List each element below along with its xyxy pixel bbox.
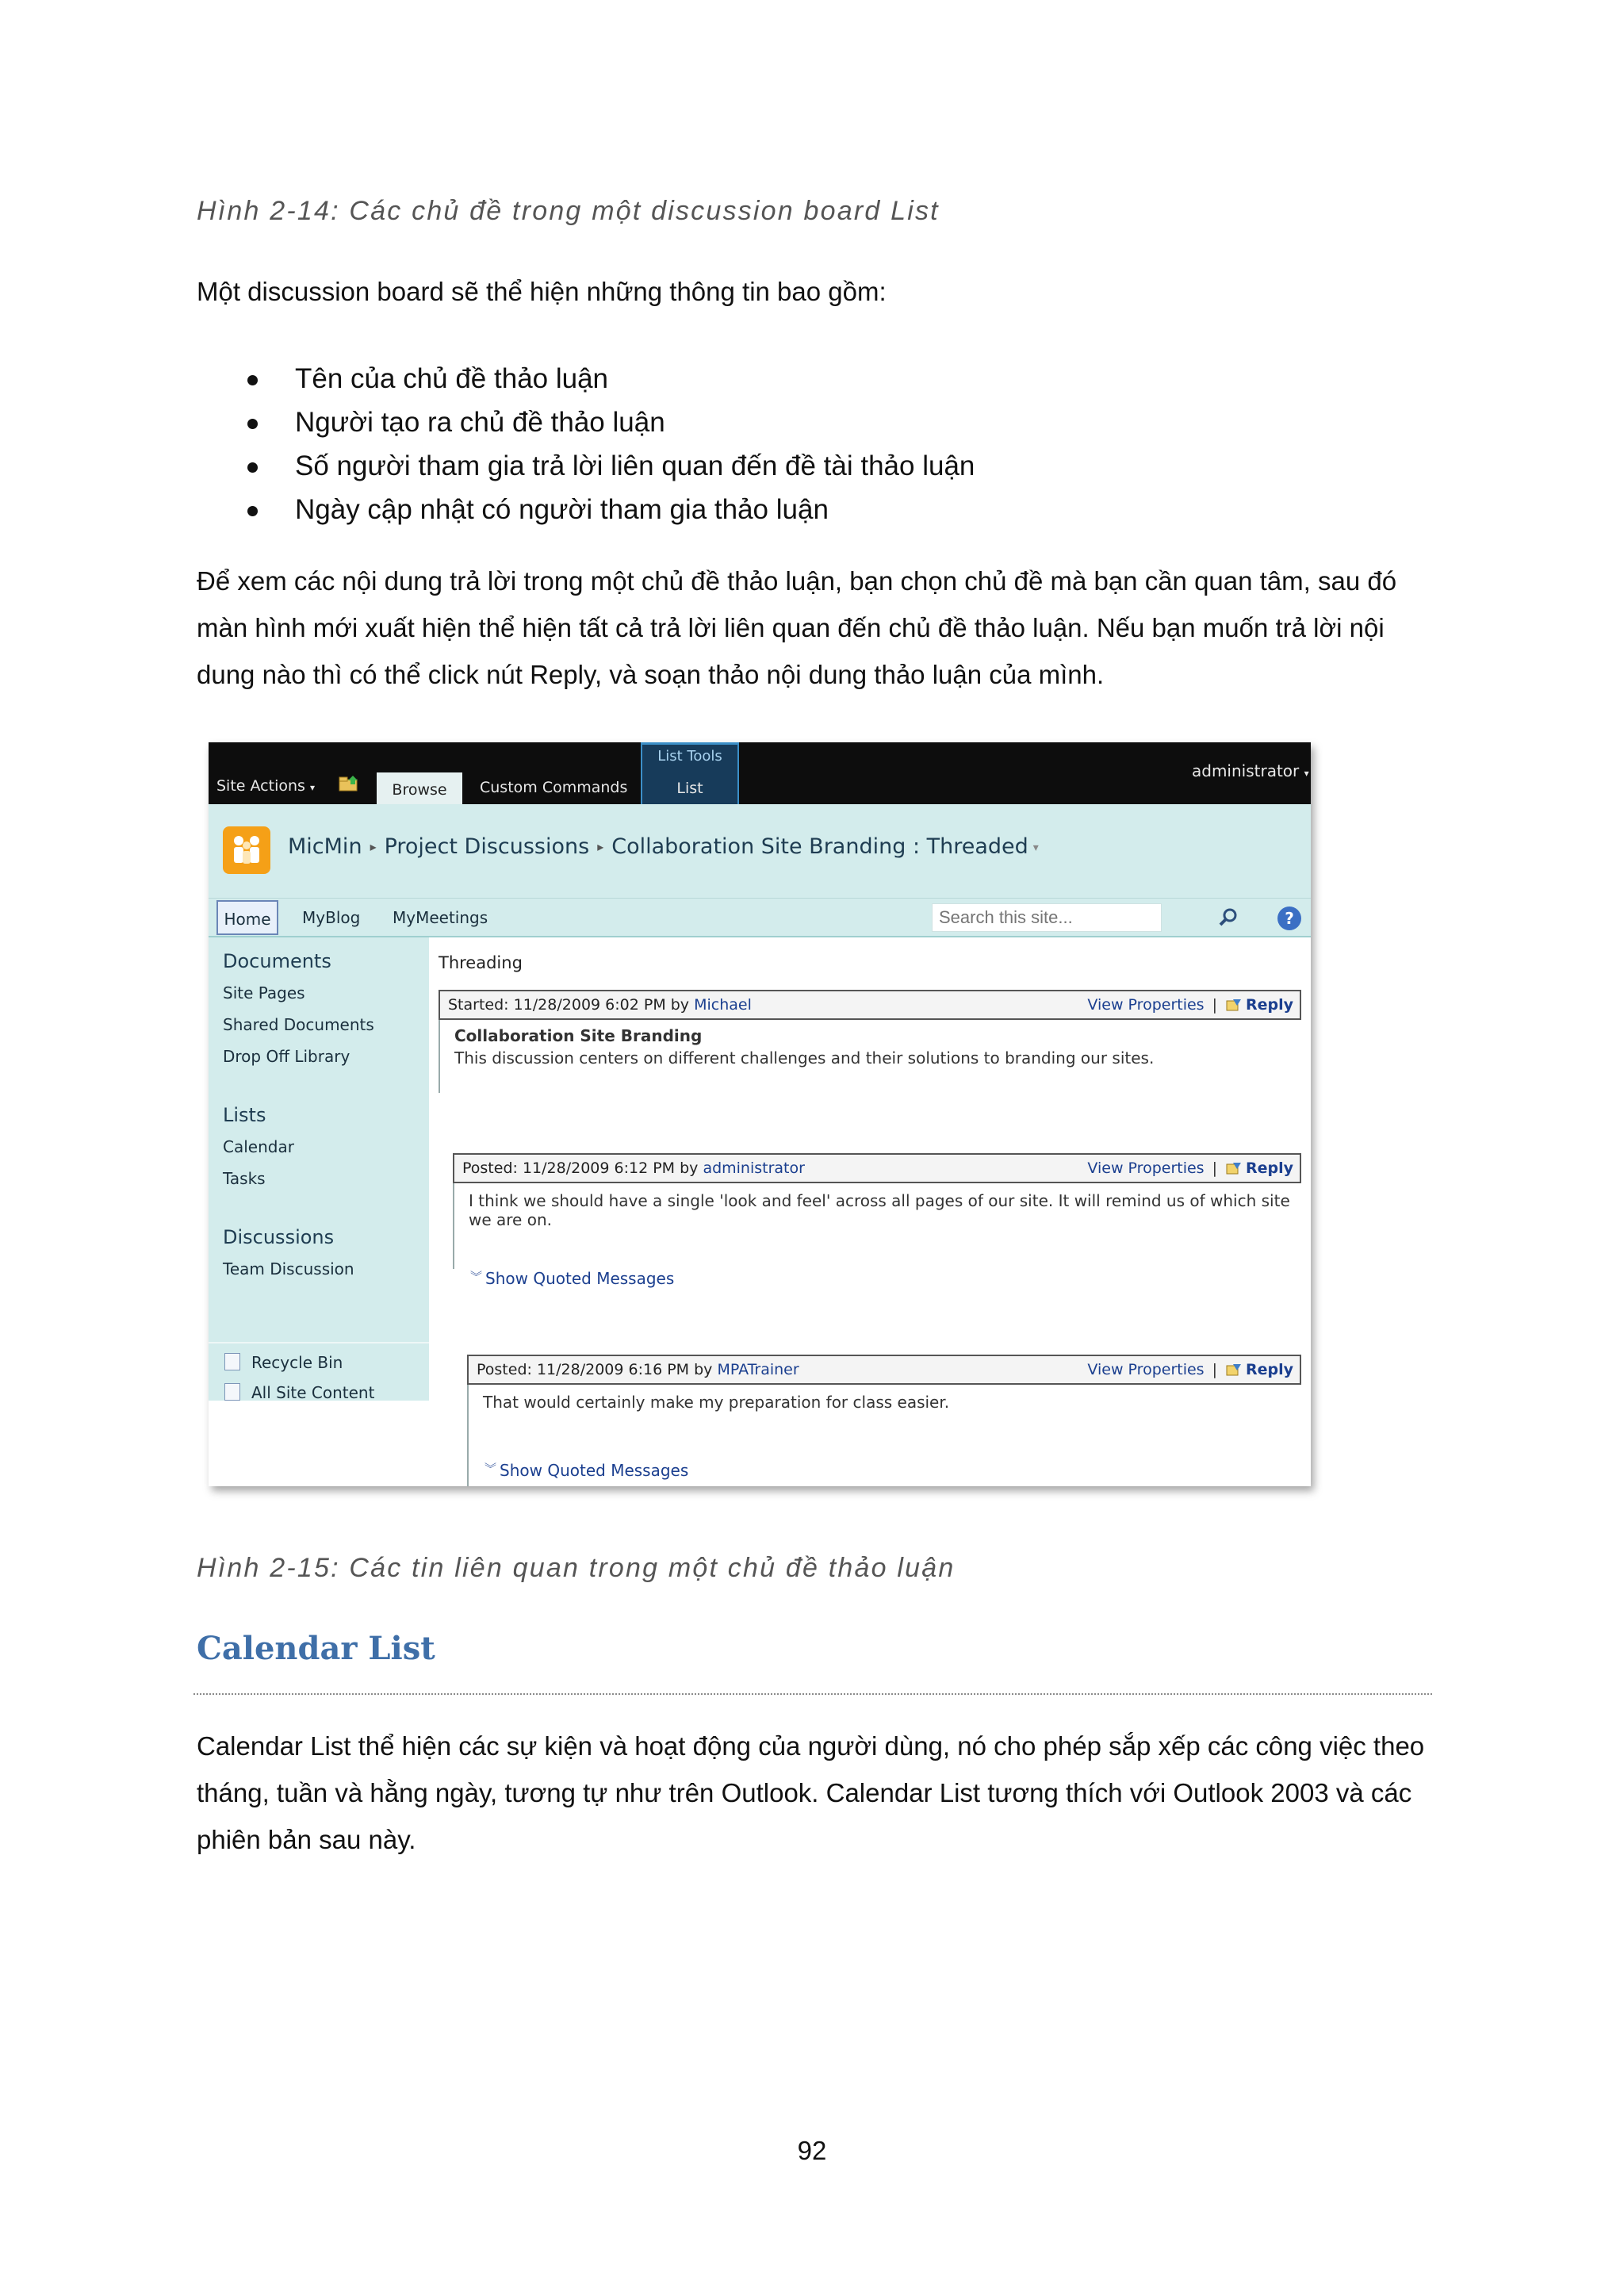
intro-text: Một discussion board sẽ thể hiện những thông tin bao gồm:: [197, 277, 887, 306]
post-author-link[interactable]: MPATrainer: [717, 1361, 799, 1378]
nav-footer: [209, 1342, 429, 1401]
post-text: That would certainly make my preparation for class easier.: [483, 1393, 950, 1412]
breadcrumb: MicMin ▸ Project Discussions ▸ Collaboration Site Branding : Threaded ▾: [288, 834, 1039, 859]
nav-home[interactable]: Home: [216, 900, 278, 935]
page-number: 92: [797, 2136, 827, 2165]
user-name: administrator: [1192, 761, 1300, 780]
nav-team-discussion[interactable]: Team Discussion: [223, 1259, 354, 1278]
site-actions-label: Site Actions: [216, 777, 305, 795]
breadcrumb-site[interactable]: MicMin: [288, 834, 362, 859]
nav-heading-documents[interactable]: Documents: [223, 950, 331, 972]
recycle-bin-icon: [224, 1353, 240, 1370]
nav-drop-off-library[interactable]: Drop Off Library: [223, 1047, 350, 1066]
user-menu[interactable]: [1192, 761, 1309, 780]
show-quoted-label: Show Quoted Messages: [485, 1269, 675, 1288]
ribbon-bar: [209, 742, 1311, 804]
section-divider: [193, 1693, 1432, 1695]
top-navigation: [209, 898, 1311, 937]
post-body: [453, 1183, 1301, 1269]
chevron-down-icon: ▾: [1304, 768, 1309, 779]
bullet-list: [238, 357, 975, 531]
bullet-text: Ngày cập nhật có người tham gia thảo luận: [295, 494, 829, 525]
reply-button[interactable]: Reply: [1245, 1361, 1293, 1378]
view-selector[interactable]: Threaded: [926, 834, 1028, 859]
bullet-dot: [247, 375, 258, 385]
double-chevron-down-icon: ︾: [485, 1462, 497, 1476]
site-actions-menu[interactable]: [216, 777, 315, 795]
post-text: This discussion centers on different challenges and their solutions to branding our sites.: [454, 1048, 1155, 1068]
reply-icon[interactable]: [1225, 996, 1243, 1014]
reply-button[interactable]: Reply: [1245, 996, 1293, 1014]
breadcrumb-list[interactable]: Project Discussions: [384, 834, 590, 859]
search-input[interactable]: [932, 903, 1162, 932]
bullet-item: [238, 357, 975, 401]
post-text: I think we should have a single 'look and feel' across all pages of our site. It will remind us of which site we are on.: [469, 1191, 1290, 1229]
bullet-dot: [247, 462, 258, 473]
title-area: [209, 804, 1311, 898]
figure-caption-2-15: Hình 2-15: Các tin liên quan trong một chủ đề thảo luận: [197, 1553, 956, 1583]
post-author-link[interactable]: Michael: [694, 996, 752, 1014]
site-content-icon: [224, 1383, 240, 1401]
post-meta: Started: 11/28/2009 6:02 PM by: [448, 996, 695, 1014]
post-actions: [1087, 1155, 1293, 1182]
post-meta: Posted: 11/28/2009 6:16 PM by: [477, 1361, 718, 1378]
breadcrumb-item: Collaboration Site Branding: [611, 834, 906, 859]
bullet-item: [238, 488, 975, 531]
tab-custom-commands[interactable]: Custom Commands: [480, 779, 628, 796]
reply-icon[interactable]: [1225, 1159, 1243, 1177]
view-properties-link[interactable]: View Properties: [1087, 1361, 1205, 1378]
search-icon[interactable]: [1217, 907, 1239, 929]
bullet-text: Người tạo ra chủ đề thảo luận: [295, 407, 665, 438]
show-quoted-label: Show Quoted Messages: [500, 1461, 689, 1480]
replies-paragraph: Để xem các nội dung trả lời trong một chủ đề thảo luận, bạn chọn chủ đề mà bạn cần quan tâm, sau đó màn hình mới xuất hiện thể hiện tất cả trả lời liên quan đến chủ đề thảo luận. Nếu bạn muốn trả lời nội dung nào thì có thể click nút Reply, và soạn thảo nội dung thảo luận của mình.: [197, 566, 1397, 689]
post-actions: [1087, 991, 1293, 1018]
post-header: [467, 1355, 1301, 1385]
site-logo-icon: [223, 826, 270, 874]
nav-recycle-bin[interactable]: Recycle Bin: [251, 1353, 343, 1372]
bullet-text: Tên của chủ đề thảo luận: [295, 363, 609, 394]
view-properties-link[interactable]: View Properties: [1087, 996, 1205, 1014]
bullet-dot: [247, 506, 258, 516]
bullet-item: [238, 401, 975, 444]
chevron-down-icon: ▾: [309, 782, 315, 793]
nav-tasks[interactable]: Tasks: [223, 1169, 266, 1188]
thread-content: [429, 937, 1311, 1486]
section-heading: Calendar List: [197, 1630, 435, 1667]
nav-site-pages[interactable]: Site Pages: [223, 983, 305, 1002]
tab-list[interactable]: List: [676, 780, 703, 797]
calendar-paragraph: Calendar List thể hiện các sự kiện và hoạt động của người dùng, nó cho phép sắp xếp các công việc theo tháng, tuần và hằng ngày, tương tự như trên Outlook. Calendar List tương thích với Outlook 2003 và các phiên bản sau này.: [197, 1731, 1425, 1854]
show-quoted-messages-link[interactable]: [470, 1269, 674, 1288]
chevron-down-icon[interactable]: ▾: [1032, 841, 1039, 854]
quick-launch: [209, 937, 429, 1401]
separator: |: [1212, 1361, 1217, 1378]
separator: |: [1212, 996, 1217, 1014]
list-tools-group: [641, 742, 739, 804]
nav-heading-lists[interactable]: Lists: [223, 1104, 266, 1126]
bullet-text: Số người tham gia trả lời liên quan đến đề tài thảo luận: [295, 450, 975, 481]
post-author-link[interactable]: administrator: [703, 1159, 805, 1177]
help-icon[interactable]: ?: [1277, 907, 1301, 930]
tab-browse[interactable]: Browse: [377, 772, 462, 804]
bullet-dot: [247, 419, 258, 429]
post-header: [453, 1153, 1301, 1183]
show-quoted-messages-link[interactable]: [485, 1461, 688, 1480]
figure-caption-2-14: Hình 2-14: Các chủ đề trong một discussion board List: [197, 196, 940, 226]
sharepoint-screenshot: [209, 742, 1311, 1486]
nav-shared-documents[interactable]: Shared Documents: [223, 1015, 374, 1034]
post-header: [439, 990, 1301, 1020]
post-title: Collaboration Site Branding: [454, 1026, 703, 1045]
post-body: [439, 1020, 1301, 1093]
bullet-item: [238, 444, 975, 488]
double-chevron-down-icon: ︾: [470, 1270, 483, 1284]
view-properties-link[interactable]: View Properties: [1087, 1159, 1205, 1177]
breadcrumb-arrow-icon: ▸: [370, 839, 377, 854]
post-meta: Posted: 11/28/2009 6:12 PM by: [462, 1159, 703, 1177]
nav-heading-discussions[interactable]: Discussions: [223, 1226, 335, 1248]
post-actions: [1087, 1356, 1293, 1383]
list-tools-label: List Tools: [657, 748, 722, 765]
folder-up-icon[interactable]: [339, 774, 361, 792]
nav-calendar[interactable]: Calendar: [223, 1137, 294, 1156]
nav-all-site-content[interactable]: All Site Content: [251, 1383, 375, 1402]
thread-heading: Threading: [439, 953, 523, 972]
breadcrumb-arrow-icon: ▸: [597, 839, 604, 854]
nav-mymeetings[interactable]: MyMeetings: [393, 908, 488, 927]
reply-icon[interactable]: [1225, 1361, 1243, 1378]
separator: |: [1212, 1159, 1217, 1177]
reply-button[interactable]: Reply: [1245, 1159, 1293, 1177]
nav-myblog[interactable]: MyBlog: [302, 908, 361, 927]
